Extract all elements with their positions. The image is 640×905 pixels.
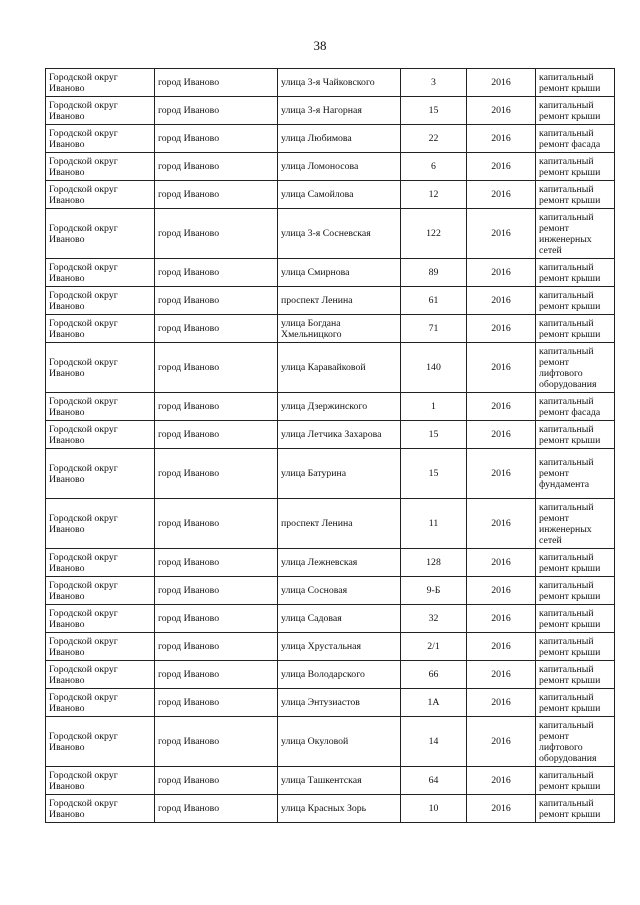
table-row [46,499,615,549]
city-cell: город Иваново [155,343,278,393]
city-cell: город Иваново [155,393,278,421]
work-type-cell: капитальный ремонт крыши [536,287,615,315]
year-cell: 2016 [467,633,536,661]
city-cell: город Иваново [155,549,278,577]
work-type-cell: капитальный ремонт крыши [536,549,615,577]
house-number-cell: 1А [401,689,467,717]
year-cell: 2016 [467,181,536,209]
year-cell: 2016 [467,605,536,633]
work-type-cell: капитальный ремонт фасада [536,125,615,153]
district-cell: Городской округ Иваново [46,795,155,823]
house-number-cell: 15 [401,97,467,125]
street-cell: улица Смирнова [278,259,401,287]
year-cell: 2016 [467,421,536,449]
street-cell: улица Садовая [278,605,401,633]
year-cell: 2016 [467,499,536,549]
work-type-cell: капитальный ремонт крыши [536,661,615,689]
city-cell: город Иваново [155,605,278,633]
work-type-cell: капитальный ремонт крыши [536,181,615,209]
house-number-cell: 64 [401,767,467,795]
street-cell: улица Хрустальная [278,633,401,661]
work-type-cell: капитальный ремонт крыши [536,633,615,661]
house-number-cell: 140 [401,343,467,393]
district-cell: Городской округ Иваново [46,181,155,209]
district-cell: Городской округ Иваново [46,717,155,767]
street-cell: улица 3-я Сосневская [278,209,401,259]
house-number-cell: 11 [401,499,467,549]
year-cell: 2016 [467,287,536,315]
table-row [46,605,615,633]
house-number-cell: 14 [401,717,467,767]
house-number-cell: 15 [401,449,467,499]
city-cell: город Иваново [155,633,278,661]
city-cell: город Иваново [155,259,278,287]
table-body [46,69,615,823]
page-number: 38 [313,38,327,53]
work-type-cell: капитальный ремонт лифтового оборудования [536,717,615,767]
district-cell: Городской округ Иваново [46,421,155,449]
street-cell: проспект Ленина [278,499,401,549]
year-cell: 2016 [467,69,536,97]
district-cell: Городской округ Иваново [46,689,155,717]
district-cell: Городской округ Иваново [46,499,155,549]
table-row [46,549,615,577]
district-cell: Городской округ Иваново [46,209,155,259]
district-cell: Городской округ Иваново [46,577,155,605]
city-cell: город Иваново [155,125,278,153]
table-row [46,577,615,605]
district-cell: Городской округ Иваново [46,97,155,125]
table-row [46,449,615,499]
house-number-cell: 89 [401,259,467,287]
street-cell: улица Энтузиастов [278,689,401,717]
year-cell: 2016 [467,795,536,823]
work-type-cell: капитальный ремонт инженерных сетей [536,499,615,549]
table-row [46,661,615,689]
house-number-cell: 22 [401,125,467,153]
house-number-cell: 122 [401,209,467,259]
city-cell: город Иваново [155,153,278,181]
year-cell: 2016 [467,97,536,125]
table-row [46,343,615,393]
street-cell: улица Самойлова [278,181,401,209]
table-row [46,97,615,125]
city-cell: город Иваново [155,181,278,209]
repair-schedule-table [45,68,615,823]
district-cell: Городской округ Иваново [46,259,155,287]
district-cell: Городской округ Иваново [46,69,155,97]
work-type-cell: капитальный ремонт крыши [536,421,615,449]
city-cell: город Иваново [155,421,278,449]
street-cell: улица Сосновая [278,577,401,605]
table-row [46,125,615,153]
house-number-cell: 61 [401,287,467,315]
house-number-cell: 3 [401,69,467,97]
work-type-cell: капитальный ремонт крыши [536,259,615,287]
house-number-cell: 10 [401,795,467,823]
district-cell: Городской округ Иваново [46,343,155,393]
work-type-cell: капитальный ремонт крыши [536,97,615,125]
city-cell: город Иваново [155,97,278,125]
table-row [46,795,615,823]
house-number-cell: 15 [401,421,467,449]
table-row [46,633,615,661]
year-cell: 2016 [467,259,536,287]
work-type-cell: капитальный ремонт инженерных сетей [536,209,615,259]
city-cell: город Иваново [155,689,278,717]
year-cell: 2016 [467,153,536,181]
house-number-cell: 2/1 [401,633,467,661]
house-number-cell: 128 [401,549,467,577]
street-cell: улица Богдана Хмельницкого [278,315,401,343]
city-cell: город Иваново [155,717,278,767]
street-cell: улица Ломоносова [278,153,401,181]
work-type-cell: капитальный ремонт крыши [536,689,615,717]
street-cell: улица Любимова [278,125,401,153]
year-cell: 2016 [467,577,536,605]
table-row [46,153,615,181]
table-row [46,181,615,209]
year-cell: 2016 [467,393,536,421]
city-cell: город Иваново [155,499,278,549]
year-cell: 2016 [467,549,536,577]
table-row [46,259,615,287]
city-cell: город Иваново [155,661,278,689]
street-cell: улица Батурина [278,449,401,499]
street-cell: улица Ташкентская [278,767,401,795]
street-cell: улица Каравайковой [278,343,401,393]
city-cell: город Иваново [155,69,278,97]
table-row [46,209,615,259]
table-row [46,287,615,315]
district-cell: Городской округ Иваново [46,661,155,689]
table-row [46,767,615,795]
district-cell: Городской округ Иваново [46,287,155,315]
year-cell: 2016 [467,449,536,499]
work-type-cell: капитальный ремонт крыши [536,69,615,97]
work-type-cell: капитальный ремонт фасада [536,393,615,421]
work-type-cell: капитальный ремонт крыши [536,767,615,795]
year-cell: 2016 [467,689,536,717]
year-cell: 2016 [467,717,536,767]
work-type-cell: капитальный ремонт крыши [536,315,615,343]
street-cell: улица 3-я Чайковского [278,69,401,97]
city-cell: город Иваново [155,449,278,499]
year-cell: 2016 [467,767,536,795]
year-cell: 2016 [467,315,536,343]
district-cell: Городской округ Иваново [46,153,155,181]
district-cell: Городской округ Иваново [46,315,155,343]
district-cell: Городской округ Иваново [46,449,155,499]
table-row [46,421,615,449]
district-cell: Городской округ Иваново [46,633,155,661]
work-type-cell: капитальный ремонт крыши [536,605,615,633]
street-cell: улица Красных Зорь [278,795,401,823]
city-cell: город Иваново [155,287,278,315]
street-cell: улица Летчика Захарова [278,421,401,449]
house-number-cell: 66 [401,661,467,689]
house-number-cell: 12 [401,181,467,209]
house-number-cell: 6 [401,153,467,181]
work-type-cell: капитальный ремонт крыши [536,153,615,181]
district-cell: Городской округ Иваново [46,125,155,153]
street-cell: улица 3-я Нагорная [278,97,401,125]
street-cell: улица Окуловой [278,717,401,767]
table-row [46,689,615,717]
work-type-cell: капитальный ремонт лифтового оборудования [536,343,615,393]
work-type-cell: капитальный ремонт крыши [536,577,615,605]
district-cell: Городской округ Иваново [46,549,155,577]
house-number-cell: 9-Б [401,577,467,605]
work-type-cell: капитальный ремонт фундамента [536,449,615,499]
city-cell: город Иваново [155,577,278,605]
street-cell: проспект Ленина [278,287,401,315]
year-cell: 2016 [467,661,536,689]
year-cell: 2016 [467,125,536,153]
district-cell: Городской округ Иваново [46,605,155,633]
house-number-cell: 71 [401,315,467,343]
city-cell: город Иваново [155,767,278,795]
house-number-cell: 1 [401,393,467,421]
year-cell: 2016 [467,209,536,259]
street-cell: улица Володарского [278,661,401,689]
city-cell: город Иваново [155,795,278,823]
table-row [46,717,615,767]
house-number-cell: 32 [401,605,467,633]
street-cell: улица Лежневская [278,549,401,577]
table-row [46,393,615,421]
table-row [46,315,615,343]
work-type-cell: капитальный ремонт крыши [536,795,615,823]
district-cell: Городской округ Иваново [46,393,155,421]
table-row [46,69,615,97]
district-cell: Городской округ Иваново [46,767,155,795]
city-cell: город Иваново [155,209,278,259]
city-cell: город Иваново [155,315,278,343]
street-cell: улица Дзержинского [278,393,401,421]
year-cell: 2016 [467,343,536,393]
